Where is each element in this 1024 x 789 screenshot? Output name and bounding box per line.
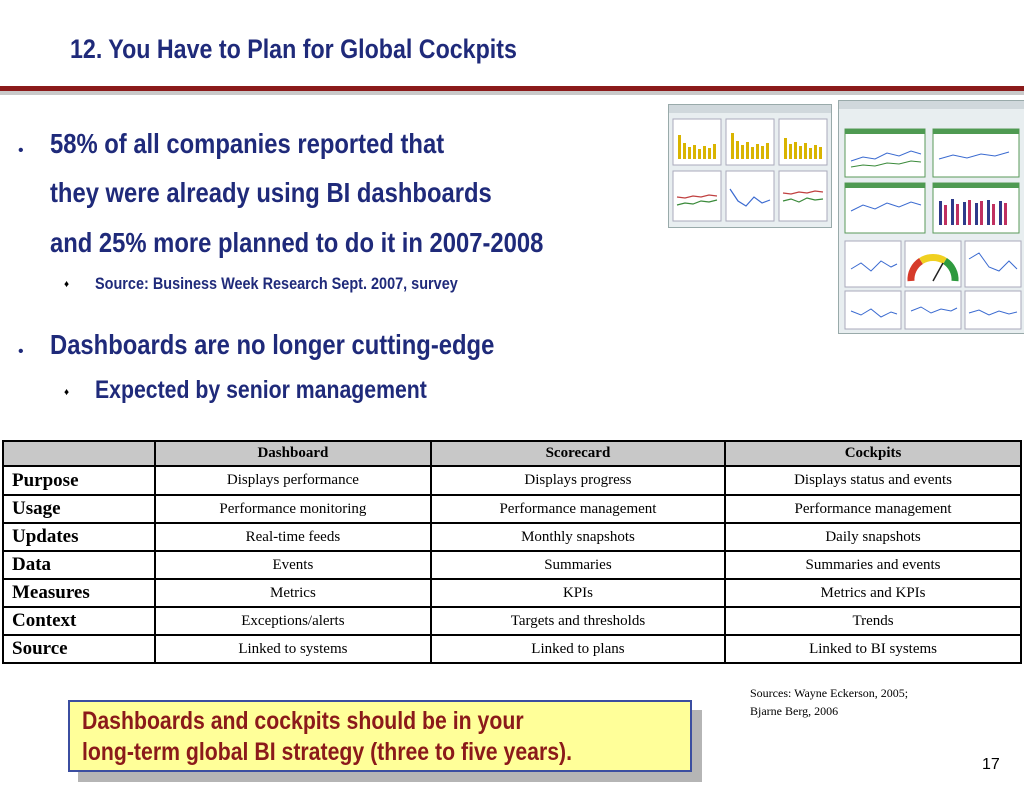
table-cell: Targets and thresholds [431, 607, 725, 635]
sources-note-line: Bjarne Berg, 2006 [750, 704, 839, 718]
sub-bullet-marker: ♦ [64, 279, 70, 290]
table-cell: Daily snapshots [725, 523, 1021, 551]
bullet-line: 58% of all companies reported that [50, 128, 445, 159]
table-cell: Linked to BI systems [725, 635, 1021, 663]
column-header: Dashboard [155, 441, 431, 466]
table-cell: Performance management [431, 495, 725, 523]
sources-note-line: Sources: Wayne Eckerson, 2005; [750, 686, 909, 700]
table-cell: Summaries and events [725, 551, 1021, 579]
table-row [3, 579, 1021, 607]
table-row [3, 495, 1021, 523]
bullet-line: and 25% more planned to do it in 2007-2008 [50, 227, 544, 258]
callout-line: long-term global BI strategy (three to five years). [82, 738, 573, 766]
row-header: Source [3, 635, 155, 663]
page-number: 17 [982, 756, 1000, 773]
row-header: Updates [3, 523, 155, 551]
table-row [3, 523, 1021, 551]
sub-bullet-text: Source: Business Week Research Sept. 2007, survey [95, 274, 458, 293]
table-cell: Events [155, 551, 431, 579]
table-cell: Metrics and KPIs [725, 579, 1021, 607]
sub-bullet-text: Expected by senior management [95, 376, 427, 404]
table-cell: Performance management [725, 495, 1021, 523]
table-cell: Trends [725, 607, 1021, 635]
table-cell: Summaries [431, 551, 725, 579]
comparison-table [2, 440, 1022, 664]
dashboard-screenshot-image [668, 104, 832, 228]
table-row [3, 607, 1021, 635]
table-row [3, 635, 1021, 663]
table-cell: Linked to systems [155, 635, 431, 663]
row-header: Purpose [3, 466, 155, 495]
table-cell: Exceptions/alerts [155, 607, 431, 635]
row-header: Context [3, 607, 155, 635]
column-header: Scorecard [431, 441, 725, 466]
sources-note [750, 684, 908, 720]
cockpit-screenshot-image [838, 100, 1024, 334]
bullet-marker: • [18, 142, 24, 159]
table-corner-cell [3, 441, 155, 466]
bar-charts-thumbnail [669, 105, 831, 227]
table-cell: Metrics [155, 579, 431, 607]
slide-title: 12. You Have to Plan for Global Cockpits [70, 34, 517, 64]
table-cell: Monthly snapshots [431, 523, 725, 551]
table-cell: Displays progress [431, 466, 725, 495]
row-header: Usage [3, 495, 155, 523]
bullet-line: Dashboards are no longer cutting-edge [50, 329, 495, 360]
cockpit-charts-thumbnail [839, 101, 1024, 333]
title-rule-grey [0, 91, 1024, 95]
table-cell: Performance monitoring [155, 495, 431, 523]
table-cell: Real-time feeds [155, 523, 431, 551]
row-header: Data [3, 551, 155, 579]
callout-box [68, 700, 692, 772]
table-cell: Displays performance [155, 466, 431, 495]
table-row [3, 551, 1021, 579]
table-cell: KPIs [431, 579, 725, 607]
table-cell: Linked to plans [431, 635, 725, 663]
table-cell: Displays status and events [725, 466, 1021, 495]
bullet-marker: • [18, 343, 24, 360]
callout-line: Dashboards and cockpits should be in your [82, 707, 524, 735]
table-header-row [3, 441, 1021, 466]
column-header: Cockpits [725, 441, 1021, 466]
sub-bullet-marker: ♦ [64, 387, 70, 398]
bullet-line: they were already using BI dashboards [50, 177, 492, 208]
table-row [3, 466, 1021, 495]
row-header: Measures [3, 579, 155, 607]
